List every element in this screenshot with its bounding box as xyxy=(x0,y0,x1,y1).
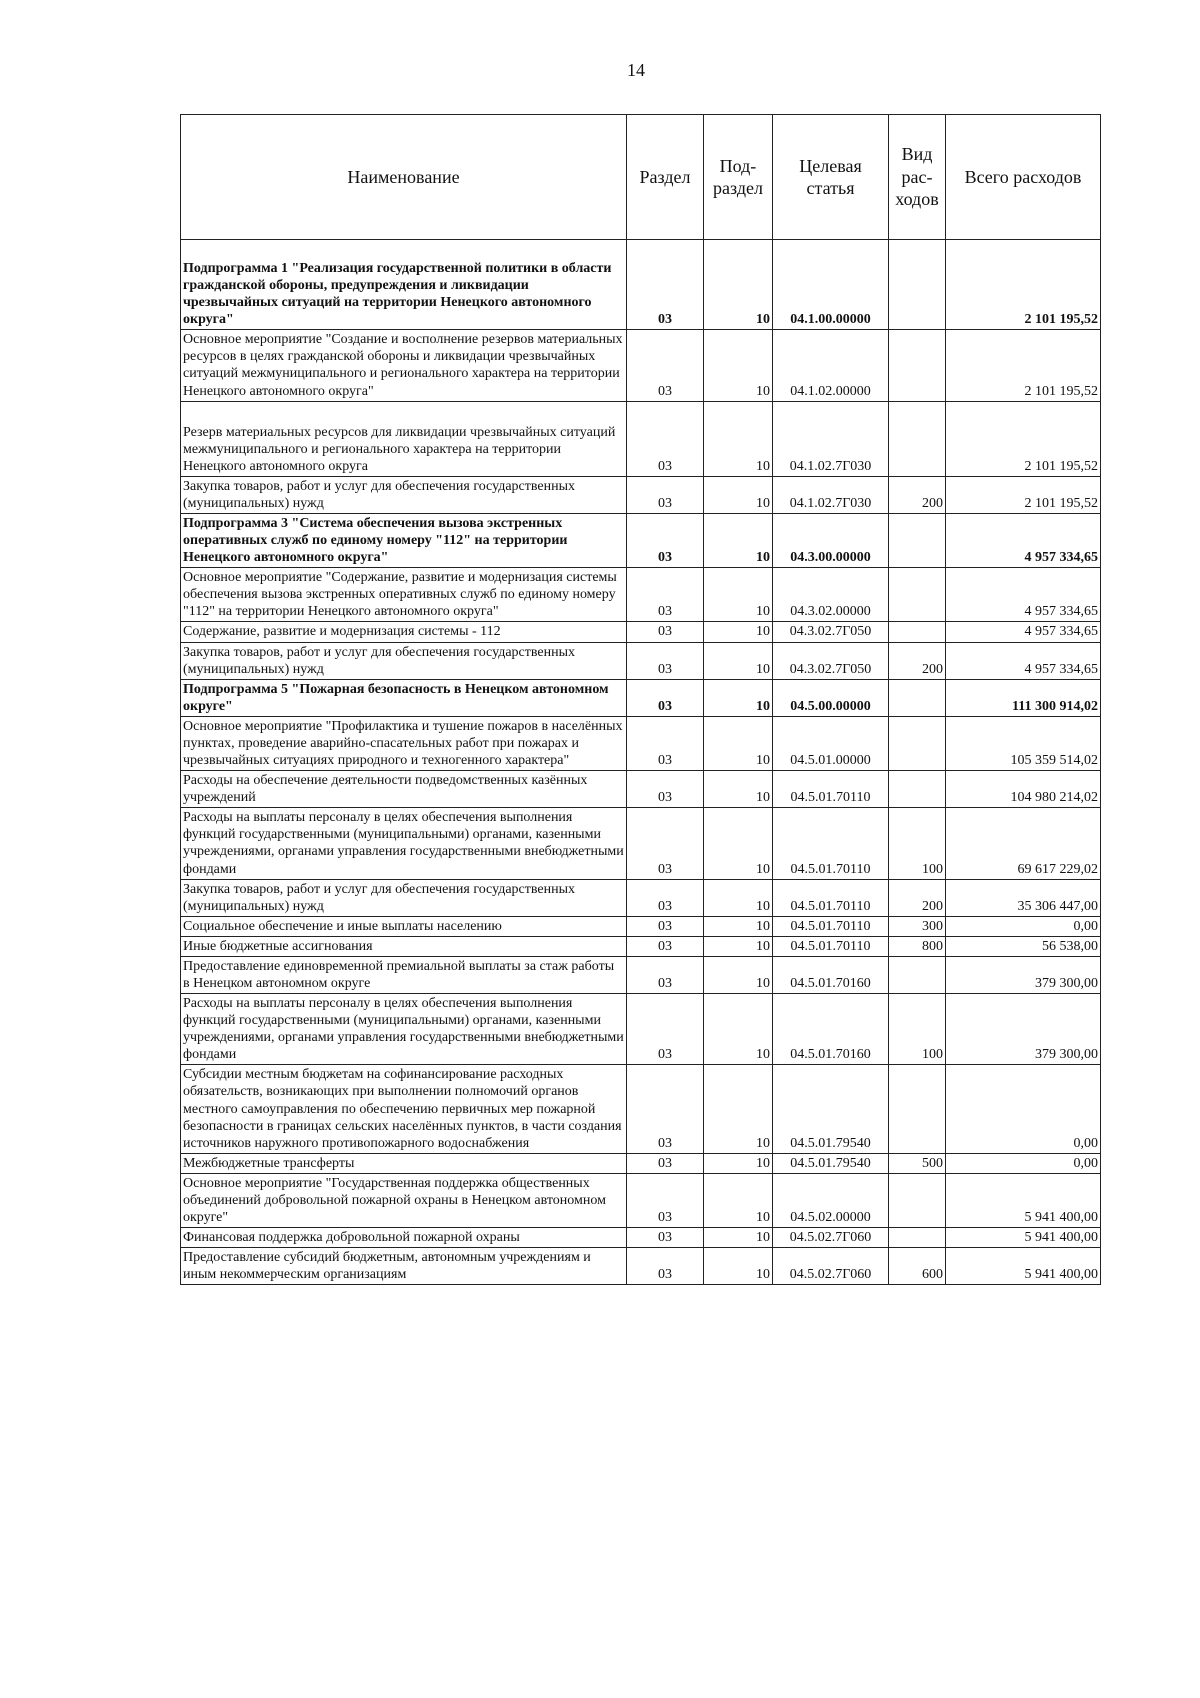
table-row xyxy=(181,679,1101,716)
row-section: 03 xyxy=(627,1153,704,1173)
row-section: 03 xyxy=(627,642,704,679)
row-section: 03 xyxy=(627,679,704,716)
row-total: 0,00 xyxy=(946,1153,1101,1173)
row-expense-type: 300 xyxy=(889,916,946,936)
expenditure-table xyxy=(180,114,1101,1285)
row-section: 03 xyxy=(627,879,704,916)
row-total: 104 980 214,02 xyxy=(946,771,1101,808)
row-target-article: 04.5.01.70160 xyxy=(773,994,889,1065)
row-target-article: 04.5.01.79540 xyxy=(773,1153,889,1173)
row-target-article: 04.5.01.70110 xyxy=(773,936,889,956)
row-section: 03 xyxy=(627,1248,704,1285)
row-total: 2 101 195,52 xyxy=(946,401,1101,476)
row-total: 5 941 400,00 xyxy=(946,1173,1101,1227)
row-subsection: 10 xyxy=(704,568,773,622)
row-subsection: 10 xyxy=(704,1228,773,1248)
row-total: 0,00 xyxy=(946,1065,1101,1153)
row-expense-type xyxy=(889,240,946,330)
row-subsection: 10 xyxy=(704,1248,773,1285)
row-section: 03 xyxy=(627,330,704,401)
row-name: Содержание, развитие и модернизация системы - 112 xyxy=(181,622,627,642)
row-name: Субсидии местным бюджетам на софинансирование расходных обязательств, возникающих при выполнении полномочий органов местного самоуправления по обеспечению первичных мер пожарной безопасности в границах сельских населённых пунктов, в части создания источников наружного противопожарного водоснабжения xyxy=(181,1065,627,1153)
row-expense-type: 100 xyxy=(889,808,946,879)
row-subsection: 10 xyxy=(704,330,773,401)
row-total: 4 957 334,65 xyxy=(946,622,1101,642)
row-name: Подпрограмма 3 "Система обеспечения вызова экстренных оперативных служб по единому номеру "112" на территории Ненецкого автономного округа" xyxy=(181,514,627,568)
table-row xyxy=(181,936,1101,956)
table-row xyxy=(181,240,1101,330)
row-expense-type xyxy=(889,1228,946,1248)
row-expense-type: 200 xyxy=(889,642,946,679)
header-subsection: Под- раздел xyxy=(704,115,773,240)
row-name: Предоставление единовременной премиальной выплаты за стаж работы в Ненецком автономном округе xyxy=(181,956,627,993)
row-expense-type xyxy=(889,330,946,401)
row-name: Расходы на выплаты персоналу в целях обеспечения выполнения функций государственными (муниципальными) органами, казенными учреждениями, органами управления государственными внебюджетными фондами xyxy=(181,808,627,879)
row-name: Закупка товаров, работ и услуг для обеспечения государственных (муниципальных) нужд xyxy=(181,642,627,679)
table-row xyxy=(181,622,1101,642)
row-section: 03 xyxy=(627,808,704,879)
row-target-article: 04.1.02.00000 xyxy=(773,330,889,401)
table-header-row xyxy=(181,115,1101,240)
row-total: 56 538,00 xyxy=(946,936,1101,956)
row-subsection: 10 xyxy=(704,916,773,936)
row-name: Финансовая поддержка добровольной пожарной охраны xyxy=(181,1228,627,1248)
row-total: 105 359 514,02 xyxy=(946,716,1101,770)
row-expense-type xyxy=(889,514,946,568)
row-total: 379 300,00 xyxy=(946,956,1101,993)
table-row xyxy=(181,476,1101,513)
row-name: Резерв материальных ресурсов для ликвидации чрезвычайных ситуаций межмуниципального и регионального характера на территории Ненецкого автономного округа xyxy=(181,401,627,476)
row-total: 69 617 229,02 xyxy=(946,808,1101,879)
row-expense-type xyxy=(889,956,946,993)
row-expense-type: 600 xyxy=(889,1248,946,1285)
row-target-article: 04.3.02.7Г050 xyxy=(773,622,889,642)
table-row xyxy=(181,1065,1101,1153)
row-subsection: 10 xyxy=(704,994,773,1065)
row-subsection: 10 xyxy=(704,1153,773,1173)
row-total: 35 306 447,00 xyxy=(946,879,1101,916)
row-section: 03 xyxy=(627,240,704,330)
row-total: 2 101 195,52 xyxy=(946,476,1101,513)
row-section: 03 xyxy=(627,476,704,513)
row-total: 5 941 400,00 xyxy=(946,1248,1101,1285)
row-target-article: 04.3.02.00000 xyxy=(773,568,889,622)
row-name: Основное мероприятие "Создание и восполнение резервов материальных ресурсов в целях гражданской обороны и ликвидации чрезвычайных ситуаций межмуниципального и регионального характера на территории Ненецкого автономного округа" xyxy=(181,330,627,401)
row-section: 03 xyxy=(627,1228,704,1248)
row-section: 03 xyxy=(627,622,704,642)
header-expense-type: Вид рас- ходов xyxy=(889,115,946,240)
row-target-article: 04.1.02.7Г030 xyxy=(773,476,889,513)
table-row xyxy=(181,568,1101,622)
row-section: 03 xyxy=(627,401,704,476)
table-row xyxy=(181,879,1101,916)
row-expense-type: 100 xyxy=(889,994,946,1065)
row-target-article: 04.5.02.00000 xyxy=(773,1173,889,1227)
row-section: 03 xyxy=(627,956,704,993)
row-name: Расходы на обеспечение деятельности подведомственных казённых учреждений xyxy=(181,771,627,808)
row-expense-type xyxy=(889,568,946,622)
table-row xyxy=(181,808,1101,879)
table-row xyxy=(181,771,1101,808)
row-section: 03 xyxy=(627,1173,704,1227)
header-target-article: Целевая статья xyxy=(773,115,889,240)
row-name: Расходы на выплаты персоналу в целях обеспечения выполнения функций государственными (муниципальными) органами, казенными учреждениями, органами управления государственными внебюджетными фондами xyxy=(181,994,627,1065)
row-section: 03 xyxy=(627,716,704,770)
row-name: Подпрограмма 5 "Пожарная безопасность в Ненецком автономном округе" xyxy=(181,679,627,716)
row-subsection: 10 xyxy=(704,240,773,330)
row-target-article: 04.1.00.00000 xyxy=(773,240,889,330)
row-name: Основное мероприятие "Профилактика и тушение пожаров в населённых пунктах, проведение аварийно-спасательных работ при пожарах и чрезвычайных ситуациях природного и техногенного характера" xyxy=(181,716,627,770)
row-subsection: 10 xyxy=(704,936,773,956)
table-row xyxy=(181,401,1101,476)
table-row xyxy=(181,514,1101,568)
table-row xyxy=(181,956,1101,993)
row-total: 111 300 914,02 xyxy=(946,679,1101,716)
row-expense-type: 200 xyxy=(889,476,946,513)
row-total: 2 101 195,52 xyxy=(946,330,1101,401)
table-row xyxy=(181,1248,1101,1285)
row-subsection: 10 xyxy=(704,879,773,916)
row-expense-type xyxy=(889,771,946,808)
page-number: 14 xyxy=(627,60,645,80)
row-expense-type: 500 xyxy=(889,1153,946,1173)
row-subsection: 10 xyxy=(704,622,773,642)
row-name: Подпрограмма 1 "Реализация государственной политики в области гражданской обороны, предупреждения и ликвидации чрезвычайных ситуаций на территории Ненецкого автономного округа" xyxy=(181,240,627,330)
row-subsection: 10 xyxy=(704,808,773,879)
table-row xyxy=(181,330,1101,401)
row-target-article: 04.5.01.70160 xyxy=(773,956,889,993)
row-section: 03 xyxy=(627,568,704,622)
row-expense-type: 800 xyxy=(889,936,946,956)
row-subsection: 10 xyxy=(704,956,773,993)
table-row xyxy=(181,1153,1101,1173)
row-total: 0,00 xyxy=(946,916,1101,936)
row-name: Иные бюджетные ассигнования xyxy=(181,936,627,956)
row-target-article: 04.5.02.7Г060 xyxy=(773,1248,889,1285)
row-subsection: 10 xyxy=(704,401,773,476)
row-subsection: 10 xyxy=(704,1065,773,1153)
row-expense-type xyxy=(889,716,946,770)
row-expense-type xyxy=(889,679,946,716)
header-section: Раздел xyxy=(627,115,704,240)
row-expense-type: 200 xyxy=(889,879,946,916)
row-name: Межбюджетные трансферты xyxy=(181,1153,627,1173)
row-total: 4 957 334,65 xyxy=(946,642,1101,679)
table-row xyxy=(181,716,1101,770)
table-row xyxy=(181,1228,1101,1248)
row-section: 03 xyxy=(627,1065,704,1153)
row-expense-type xyxy=(889,1173,946,1227)
header-total: Всего расходов xyxy=(946,115,1101,240)
row-total: 4 957 334,65 xyxy=(946,568,1101,622)
row-name: Предоставление субсидий бюджетным, автономным учреждениям и иным некоммерческим организациям xyxy=(181,1248,627,1285)
row-target-article: 04.5.01.00000 xyxy=(773,716,889,770)
row-expense-type xyxy=(889,622,946,642)
row-total: 2 101 195,52 xyxy=(946,240,1101,330)
row-expense-type xyxy=(889,1065,946,1153)
row-subsection: 10 xyxy=(704,514,773,568)
table-row xyxy=(181,1173,1101,1227)
row-section: 03 xyxy=(627,936,704,956)
row-target-article: 04.3.00.00000 xyxy=(773,514,889,568)
row-target-article: 04.1.02.7Г030 xyxy=(773,401,889,476)
row-name: Закупка товаров, работ и услуг для обеспечения государственных (муниципальных) нужд xyxy=(181,879,627,916)
row-expense-type xyxy=(889,401,946,476)
row-target-article: 04.5.01.70110 xyxy=(773,879,889,916)
row-total: 379 300,00 xyxy=(946,994,1101,1065)
row-subsection: 10 xyxy=(704,476,773,513)
row-target-article: 04.5.01.79540 xyxy=(773,1065,889,1153)
row-section: 03 xyxy=(627,994,704,1065)
table-row xyxy=(181,994,1101,1065)
table-body xyxy=(181,240,1101,1285)
table-row xyxy=(181,642,1101,679)
row-name: Социальное обеспечение и иные выплаты населению xyxy=(181,916,627,936)
header-name: Наименование xyxy=(181,115,627,240)
row-total: 4 957 334,65 xyxy=(946,514,1101,568)
row-name: Основное мероприятие "Содержание, развитие и модернизация системы обеспечения вызова экстренных оперативных служб по единому номеру "112" на территории Ненецкого автономного округа" xyxy=(181,568,627,622)
row-subsection: 10 xyxy=(704,1173,773,1227)
row-total: 5 941 400,00 xyxy=(946,1228,1101,1248)
row-subsection: 10 xyxy=(704,771,773,808)
row-target-article: 04.5.01.70110 xyxy=(773,916,889,936)
row-section: 03 xyxy=(627,916,704,936)
row-target-article: 04.5.02.7Г060 xyxy=(773,1228,889,1248)
row-target-article: 04.3.02.7Г050 xyxy=(773,642,889,679)
row-subsection: 10 xyxy=(704,716,773,770)
row-target-article: 04.5.01.70110 xyxy=(773,771,889,808)
row-name: Закупка товаров, работ и услуг для обеспечения государственных (муниципальных) нужд xyxy=(181,476,627,513)
row-target-article: 04.5.00.00000 xyxy=(773,679,889,716)
row-subsection: 10 xyxy=(704,679,773,716)
row-subsection: 10 xyxy=(704,642,773,679)
row-section: 03 xyxy=(627,771,704,808)
row-section: 03 xyxy=(627,514,704,568)
row-name: Основное мероприятие "Государственная поддержка общественных объединений добровольной пожарной охраны в Ненецком автономном округе" xyxy=(181,1173,627,1227)
row-target-article: 04.5.01.70110 xyxy=(773,808,889,879)
table-row xyxy=(181,916,1101,936)
